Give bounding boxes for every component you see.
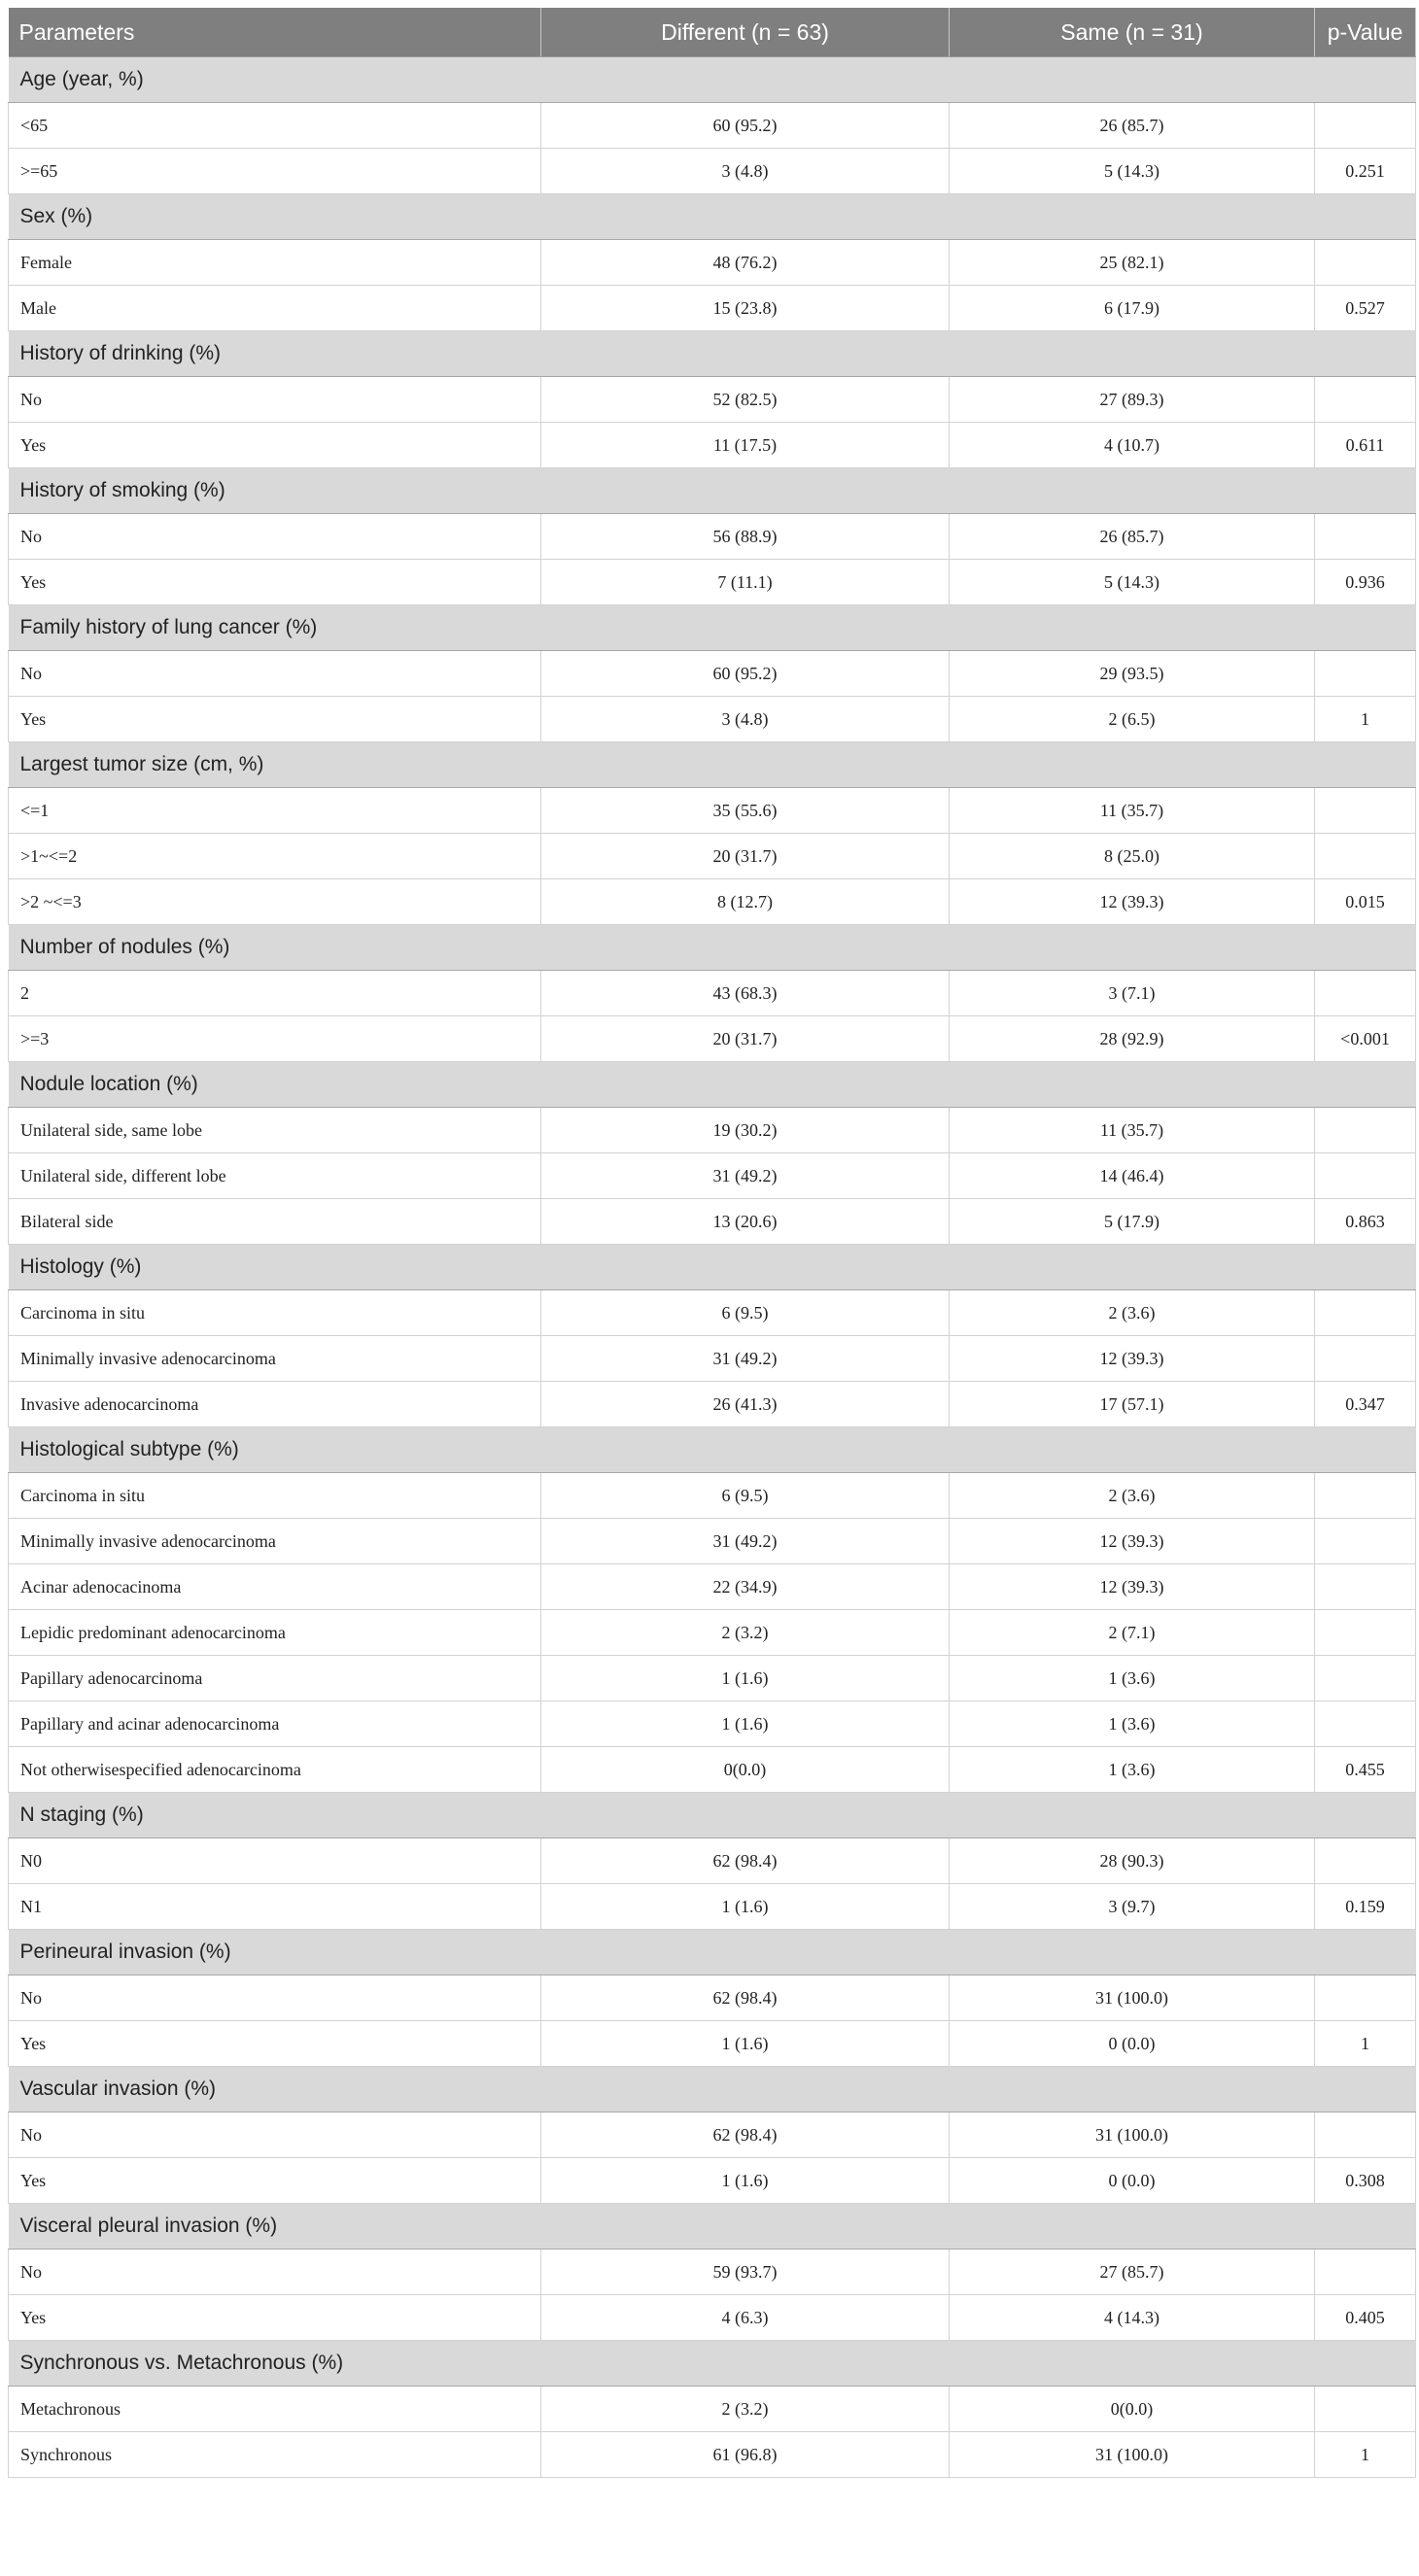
different-value: 6 (9.5) [541, 1473, 950, 1519]
group-title: Number of nodules (%) [9, 925, 1416, 971]
same-value: 1 (3.6) [950, 1701, 1315, 1747]
different-value: 3 (4.8) [541, 697, 950, 742]
different-value: 62 (98.4) [541, 1838, 950, 1884]
different-value: 26 (41.3) [541, 1382, 950, 1427]
table-row [9, 423, 1416, 468]
same-value: 28 (92.9) [950, 1016, 1315, 1062]
table-row [9, 149, 1416, 194]
table-row [9, 514, 1416, 560]
same-value: 5 (14.3) [950, 149, 1315, 194]
table-row [9, 103, 1416, 149]
table-row [9, 560, 1416, 605]
same-value: 2 (6.5) [950, 697, 1315, 742]
different-value: 62 (98.4) [541, 2112, 950, 2158]
p-value: 0.863 [1315, 1199, 1416, 1245]
row-label: Carcinoma in situ [9, 1473, 541, 1519]
p-value: 0.251 [1315, 149, 1416, 194]
table-row [9, 1290, 1416, 1336]
same-value: 3 (9.7) [950, 1884, 1315, 1930]
p-value [1315, 651, 1416, 697]
group-title: Synchronous vs. Metachronous (%) [9, 2341, 1416, 2387]
same-value: 5 (17.9) [950, 1199, 1315, 1245]
p-value [1315, 1610, 1416, 1656]
group-header-row [9, 742, 1416, 788]
different-value: 1 (1.6) [541, 1656, 950, 1701]
different-value: 31 (49.2) [541, 1336, 950, 1382]
different-value: 43 (68.3) [541, 971, 950, 1016]
p-value [1315, 1838, 1416, 1884]
row-label: Female [9, 240, 541, 286]
same-value: 2 (3.6) [950, 1290, 1315, 1336]
p-value: 1 [1315, 2432, 1416, 2478]
row-label: Invasive adenocarcinoma [9, 1382, 541, 1427]
row-label: 2 [9, 971, 541, 1016]
table-row [9, 1564, 1416, 1610]
different-value: 48 (76.2) [541, 240, 950, 286]
same-value: 17 (57.1) [950, 1382, 1315, 1427]
p-value [1315, 1701, 1416, 1747]
group-header-row [9, 57, 1416, 103]
group-title: History of smoking (%) [9, 468, 1416, 514]
same-value: 25 (82.1) [950, 240, 1315, 286]
row-label: >=65 [9, 149, 541, 194]
table-row [9, 2112, 1416, 2158]
table-row [9, 1153, 1416, 1199]
p-value [1315, 788, 1416, 834]
group-title: Histological subtype (%) [9, 1427, 1416, 1473]
same-value: 31 (100.0) [950, 1975, 1315, 2021]
group-header-row [9, 2067, 1416, 2112]
same-value: 0 (0.0) [950, 2158, 1315, 2204]
table-row [9, 286, 1416, 331]
same-value: 2 (7.1) [950, 1610, 1315, 1656]
same-value: 12 (39.3) [950, 1564, 1315, 1610]
table-row [9, 2158, 1416, 2204]
group-header-row [9, 1245, 1416, 1290]
p-value: 0.308 [1315, 2158, 1416, 2204]
p-value [1315, 2112, 1416, 2158]
different-value: 19 (30.2) [541, 1108, 950, 1153]
different-value: 35 (55.6) [541, 788, 950, 834]
row-label: N1 [9, 1884, 541, 1930]
table-row [9, 1016, 1416, 1062]
p-value [1315, 834, 1416, 879]
different-value: 62 (98.4) [541, 1975, 950, 2021]
different-value: 11 (17.5) [541, 423, 950, 468]
different-value: 52 (82.5) [541, 377, 950, 423]
p-value [1315, 1336, 1416, 1382]
group-title: Visceral pleural invasion (%) [9, 2204, 1416, 2250]
row-label: >2 ~<=3 [9, 879, 541, 925]
same-value: 12 (39.3) [950, 1519, 1315, 1564]
p-value: 0.159 [1315, 1884, 1416, 1930]
p-value [1315, 1519, 1416, 1564]
header-same: Same (n = 31) [950, 8, 1315, 57]
same-value: 31 (100.0) [950, 2112, 1315, 2158]
row-label: Minimally invasive adenocarcinoma [9, 1336, 541, 1382]
p-value [1315, 971, 1416, 1016]
table-row [9, 788, 1416, 834]
group-title: History of drinking (%) [9, 331, 1416, 377]
different-value: 20 (31.7) [541, 834, 950, 879]
header-parameters: Parameters [9, 8, 541, 57]
row-label: >1~<=2 [9, 834, 541, 879]
same-value: 31 (100.0) [950, 2432, 1315, 2478]
group-header-row [9, 2341, 1416, 2387]
p-value [1315, 2250, 1416, 2295]
p-value: <0.001 [1315, 1016, 1416, 1062]
different-value: 22 (34.9) [541, 1564, 950, 1610]
header-p-value: p-Value [1315, 8, 1416, 57]
group-title: Histology (%) [9, 1245, 1416, 1290]
table-row [9, 879, 1416, 925]
p-value: 0.527 [1315, 286, 1416, 331]
different-value: 59 (93.7) [541, 2250, 950, 2295]
different-value: 6 (9.5) [541, 1290, 950, 1336]
group-header-row [9, 2204, 1416, 2250]
group-title: Sex (%) [9, 194, 1416, 240]
same-value: 0(0.0) [950, 2387, 1315, 2432]
row-label: <65 [9, 103, 541, 149]
different-value: 60 (95.2) [541, 651, 950, 697]
group-header-row [9, 1062, 1416, 1108]
row-label: No [9, 514, 541, 560]
same-value: 11 (35.7) [950, 1108, 1315, 1153]
same-value: 8 (25.0) [950, 834, 1315, 879]
p-value [1315, 103, 1416, 149]
same-value: 12 (39.3) [950, 1336, 1315, 1382]
row-label: Synchronous [9, 2432, 541, 2478]
different-value: 56 (88.9) [541, 514, 950, 560]
table-row [9, 834, 1416, 879]
group-header-row [9, 605, 1416, 651]
different-value: 4 (6.3) [541, 2295, 950, 2341]
table-row [9, 1656, 1416, 1701]
table-row [9, 2021, 1416, 2067]
row-label: No [9, 651, 541, 697]
row-label: Unilateral side, same lobe [9, 1108, 541, 1153]
table-row [9, 1473, 1416, 1519]
row-label: Yes [9, 2021, 541, 2067]
group-header-row [9, 925, 1416, 971]
group-title: Age (year, %) [9, 57, 1416, 103]
row-label: Papillary adenocarcinoma [9, 1656, 541, 1701]
same-value: 4 (10.7) [950, 423, 1315, 468]
table-row [9, 2295, 1416, 2341]
same-value: 1 (3.6) [950, 1747, 1315, 1793]
header-row [9, 8, 1416, 57]
group-title: Nodule location (%) [9, 1062, 1416, 1108]
different-value: 31 (49.2) [541, 1519, 950, 1564]
table-row [9, 240, 1416, 286]
table-body [9, 57, 1416, 2478]
table-row [9, 1975, 1416, 2021]
p-value [1315, 2387, 1416, 2432]
same-value: 14 (46.4) [950, 1153, 1315, 1199]
same-value: 27 (89.3) [950, 377, 1315, 423]
row-label: Yes [9, 2158, 541, 2204]
p-value [1315, 1153, 1416, 1199]
table-row [9, 651, 1416, 697]
p-value: 0.347 [1315, 1382, 1416, 1427]
p-value [1315, 1656, 1416, 1701]
table-row [9, 1610, 1416, 1656]
table-row [9, 1838, 1416, 1884]
different-value: 3 (4.8) [541, 149, 950, 194]
row-label: Carcinoma in situ [9, 1290, 541, 1336]
same-value: 0 (0.0) [950, 2021, 1315, 2067]
same-value: 26 (85.7) [950, 103, 1315, 149]
same-value: 4 (14.3) [950, 2295, 1315, 2341]
row-label: Papillary and acinar adenocarcinoma [9, 1701, 541, 1747]
group-title: Vascular invasion (%) [9, 2067, 1416, 2112]
different-value: 8 (12.7) [541, 879, 950, 925]
different-value: 15 (23.8) [541, 286, 950, 331]
p-value [1315, 1108, 1416, 1153]
p-value: 0.405 [1315, 2295, 1416, 2341]
row-label: No [9, 2112, 541, 2158]
row-label: No [9, 1975, 541, 2021]
same-value: 26 (85.7) [950, 514, 1315, 560]
row-label: Male [9, 286, 541, 331]
table-row [9, 1701, 1416, 1747]
row-label: Yes [9, 2295, 541, 2341]
table-row [9, 1199, 1416, 1245]
group-title: Largest tumor size (cm, %) [9, 742, 1416, 788]
table-row [9, 1884, 1416, 1930]
different-value: 1 (1.6) [541, 2158, 950, 2204]
different-value: 20 (31.7) [541, 1016, 950, 1062]
different-value: 31 (49.2) [541, 1153, 950, 1199]
same-value: 11 (35.7) [950, 788, 1315, 834]
different-value: 0(0.0) [541, 1747, 950, 1793]
header-different: Different (n = 63) [541, 8, 950, 57]
same-value: 6 (17.9) [950, 286, 1315, 331]
same-value: 12 (39.3) [950, 879, 1315, 925]
table-row [9, 1747, 1416, 1793]
row-label: Yes [9, 560, 541, 605]
different-value: 1 (1.6) [541, 1701, 950, 1747]
p-value [1315, 377, 1416, 423]
different-value: 1 (1.6) [541, 2021, 950, 2067]
group-title: Perineural invasion (%) [9, 1930, 1416, 1975]
different-value: 7 (11.1) [541, 560, 950, 605]
p-value [1315, 1290, 1416, 1336]
p-value [1315, 1975, 1416, 2021]
same-value: 29 (93.5) [950, 651, 1315, 697]
group-header-row [9, 468, 1416, 514]
row-label: No [9, 377, 541, 423]
different-value: 13 (20.6) [541, 1199, 950, 1245]
characteristics-table [8, 8, 1416, 2478]
table-row [9, 697, 1416, 742]
p-value [1315, 240, 1416, 286]
row-label: >=3 [9, 1016, 541, 1062]
group-title: Family history of lung cancer (%) [9, 605, 1416, 651]
row-label: N0 [9, 1838, 541, 1884]
row-label: Metachronous [9, 2387, 541, 2432]
table-row [9, 1382, 1416, 1427]
group-header-row [9, 331, 1416, 377]
row-label: Yes [9, 423, 541, 468]
row-label: Not otherwisespecified adenocarcinoma [9, 1747, 541, 1793]
same-value: 5 (14.3) [950, 560, 1315, 605]
row-label: Minimally invasive adenocarcinoma [9, 1519, 541, 1564]
row-label: No [9, 2250, 541, 2295]
p-value: 1 [1315, 697, 1416, 742]
group-title: N staging (%) [9, 1793, 1416, 1838]
table-row [9, 1336, 1416, 1382]
group-header-row [9, 1793, 1416, 1838]
row-label: Yes [9, 697, 541, 742]
table-row [9, 1108, 1416, 1153]
different-value: 2 (3.2) [541, 2387, 950, 2432]
p-value: 0.455 [1315, 1747, 1416, 1793]
table-row [9, 971, 1416, 1016]
row-label: <=1 [9, 788, 541, 834]
different-value: 2 (3.2) [541, 1610, 950, 1656]
different-value: 60 (95.2) [541, 103, 950, 149]
same-value: 3 (7.1) [950, 971, 1315, 1016]
p-value [1315, 1473, 1416, 1519]
group-header-row [9, 1427, 1416, 1473]
row-label: Acinar adenocacinoma [9, 1564, 541, 1610]
same-value: 1 (3.6) [950, 1656, 1315, 1701]
row-label: Bilateral side [9, 1199, 541, 1245]
p-value: 0.936 [1315, 560, 1416, 605]
p-value [1315, 1564, 1416, 1610]
p-value [1315, 514, 1416, 560]
table-row [9, 2387, 1416, 2432]
row-label: Lepidic predominant adenocarcinoma [9, 1610, 541, 1656]
row-label: Unilateral side, different lobe [9, 1153, 541, 1199]
table-container [8, 8, 1415, 2478]
different-value: 61 (96.8) [541, 2432, 950, 2478]
p-value: 0.611 [1315, 423, 1416, 468]
p-value: 1 [1315, 2021, 1416, 2067]
table-row [9, 1519, 1416, 1564]
same-value: 2 (3.6) [950, 1473, 1315, 1519]
table-row [9, 2432, 1416, 2478]
table-row [9, 2250, 1416, 2295]
table-row [9, 377, 1416, 423]
group-header-row [9, 1930, 1416, 1975]
group-header-row [9, 194, 1416, 240]
different-value: 1 (1.6) [541, 1884, 950, 1930]
p-value: 0.015 [1315, 879, 1416, 925]
same-value: 27 (85.7) [950, 2250, 1315, 2295]
same-value: 28 (90.3) [950, 1838, 1315, 1884]
